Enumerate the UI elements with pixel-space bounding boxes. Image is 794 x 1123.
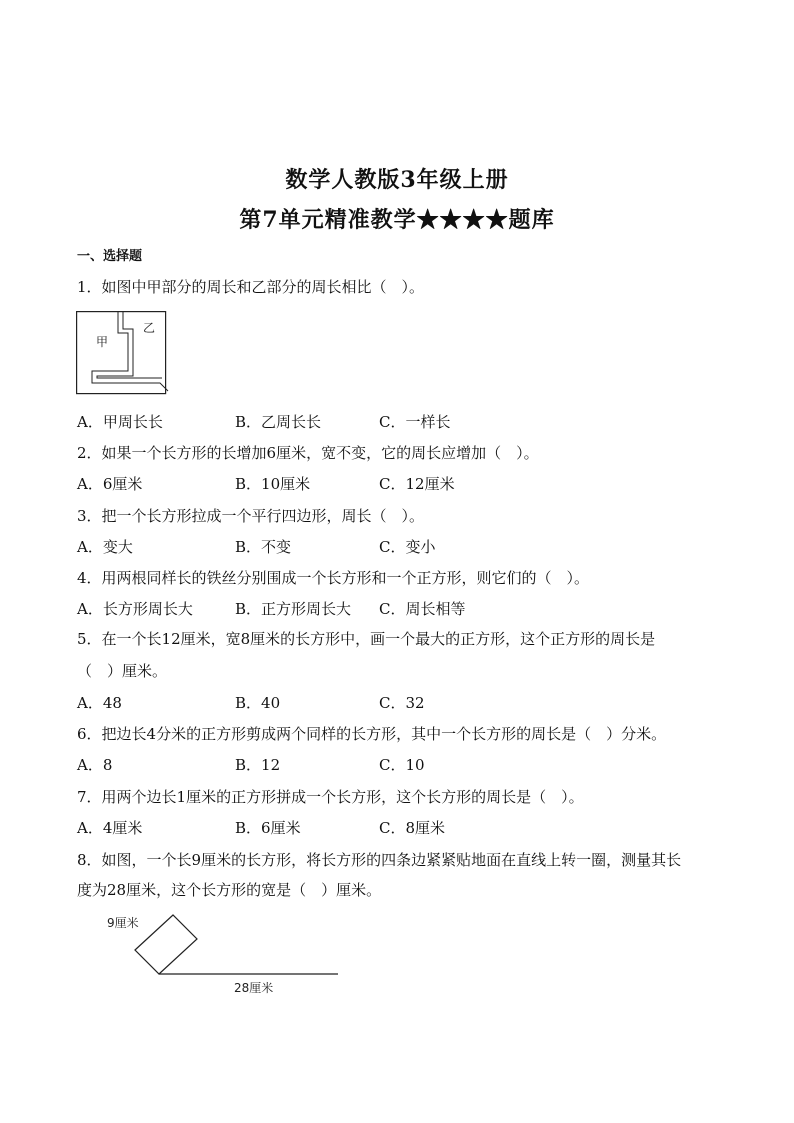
question-6-text: 6．把边长4分米的正方形剪成两个同样的长方形，其中一个长方形的周长是（ ）分米。 (77, 725, 667, 743)
option-b[interactable]: B．正方形周长大 (235, 600, 352, 618)
question-1-figure (76, 311, 168, 395)
question-5-text-continued: （ ）厘米。 (77, 662, 168, 680)
question-1-text: 1．如图中甲部分的周长和乙部分的周长相比（ ）。 (77, 278, 425, 296)
option-b[interactable]: B．12 (235, 756, 281, 774)
option-a[interactable]: A．变大 (77, 538, 133, 556)
option-c[interactable]: C．32 (379, 694, 425, 712)
option-c[interactable]: C．变小 (379, 538, 436, 556)
question-8-text-continued: 度为28厘米，这个长方形的宽是（ ）厘米。 (77, 881, 382, 899)
figure-label-9cm: 9厘米 (107, 916, 139, 930)
question-2-text: 2．如果一个长方形的长增加6厘米，宽不变，它的周长应增加（ ）。 (77, 444, 539, 462)
figure-label-jia: 甲 (96, 335, 109, 349)
option-b[interactable]: B．不变 (235, 538, 292, 556)
worksheet-subtitle: 第7单元精准教学★★★★题库 (239, 207, 555, 233)
question-4-text: 4．用两根同样长的铁丝分别围成一个长方形和一个正方形，则它们的（ ）。 (77, 569, 590, 587)
section-heading: 一、选择题 (77, 249, 143, 264)
option-c[interactable]: C．10 (379, 756, 425, 774)
option-c[interactable]: C．一样长 (379, 413, 451, 431)
figure-divider-line (92, 312, 168, 391)
option-a[interactable]: A．6厘米 (77, 475, 143, 493)
option-c[interactable]: C．8厘米 (379, 819, 446, 837)
figure-tilted-rectangle (135, 915, 197, 974)
option-a[interactable]: A．48 (77, 694, 122, 712)
question-5-text: 5．在一个长12厘米，宽8厘米的长方形中，画一个最大的正方形，这个正方形的周长是 (77, 630, 656, 648)
option-c[interactable]: C．12厘米 (379, 475, 455, 493)
option-a[interactable]: A．8 (77, 756, 113, 774)
question-8-text: 8．如图，一个长9厘米的长方形，将长方形的四条边紧紧贴地面在直线上转一圈，测量其长 (77, 851, 682, 869)
option-a[interactable]: A．甲周长长 (77, 413, 163, 431)
worksheet-title: 数学人教版3年级上册 (285, 167, 509, 193)
option-b[interactable]: B．乙周长长 (235, 413, 322, 431)
option-c[interactable]: C．周长相等 (379, 600, 466, 618)
question-8-figure (100, 910, 345, 1002)
question-3-text: 3．把一个长方形拉成一个平行四边形，周长（ ）。 (77, 507, 425, 525)
figure-label-28cm: 28厘米 (234, 981, 274, 995)
question-7-text: 7．用两个边长1厘米的正方形拼成一个长方形，这个长方形的周长是（ ）。 (77, 788, 584, 806)
option-b[interactable]: B．40 (235, 694, 281, 712)
option-b[interactable]: B．10厘米 (235, 475, 311, 493)
option-b[interactable]: B．6厘米 (235, 819, 301, 837)
option-a[interactable]: A．4厘米 (77, 819, 143, 837)
figure-label-yi: 乙 (143, 321, 156, 335)
option-a[interactable]: A．长方形周长大 (77, 600, 193, 618)
